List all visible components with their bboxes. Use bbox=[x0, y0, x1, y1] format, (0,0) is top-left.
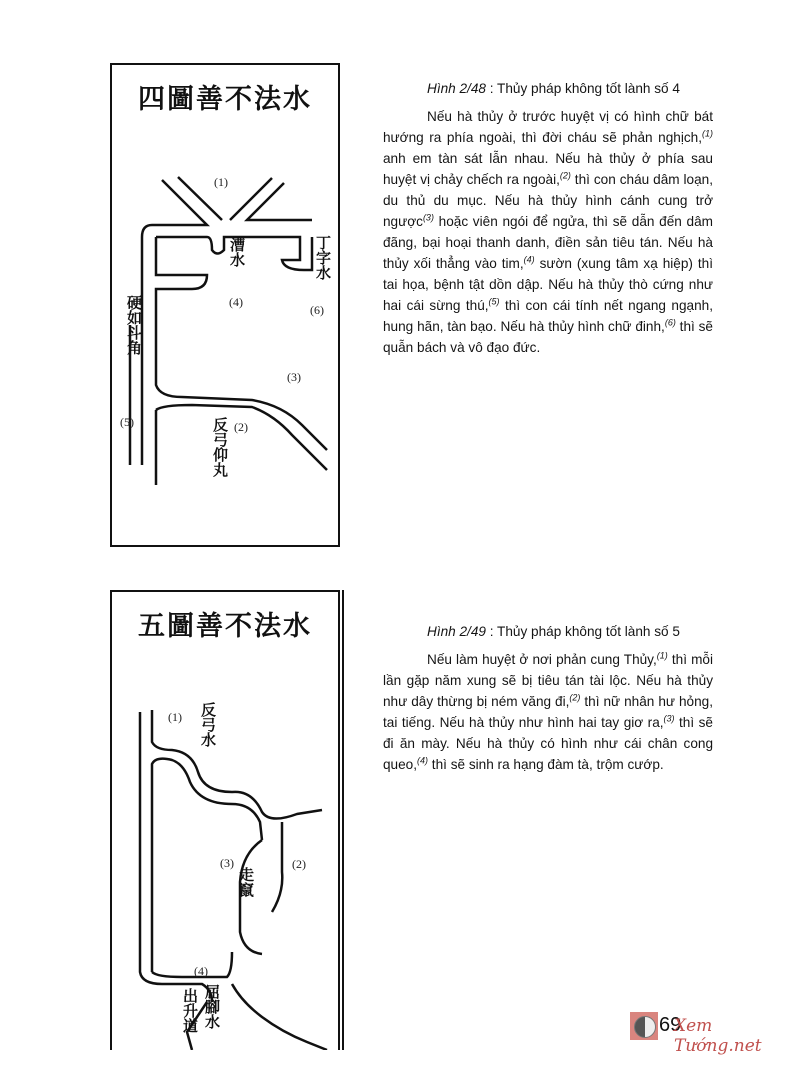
label-num-1: (1) bbox=[214, 175, 228, 189]
yin-yang-icon bbox=[634, 1016, 656, 1038]
paragraph bbox=[383, 649, 713, 775]
label-right-vertical: 丁字水 bbox=[314, 235, 332, 280]
footnote-marker: (1) bbox=[656, 650, 668, 661]
paragraph bbox=[383, 106, 713, 358]
paragraph-text: thì nữ nhân hư hỏng, tai tiếng. Nếu hà thủy như hình hai tay giơ ra, bbox=[383, 694, 713, 730]
figure-2-48 bbox=[110, 63, 340, 547]
paragraph-text: thì mỗi lần gặp năm xung sẽ bị tiêu tán tài lộc. Nếu hà thủy như dây thừng bị ném văng đi, bbox=[383, 652, 713, 709]
footer bbox=[630, 1012, 790, 1056]
figure-title: 四圖善不法水 bbox=[138, 84, 312, 115]
footnote-marker: (5) bbox=[488, 296, 500, 307]
paragraph-text: thì sẽ đi ăn mày. Nếu hà thủy có hình như cái chân cong queo, bbox=[383, 715, 713, 772]
label-num-5: (5) bbox=[120, 415, 134, 429]
figure-caption bbox=[383, 78, 713, 99]
figure-title: 五圖善不法水 bbox=[138, 611, 312, 642]
label-num-2: (2) bbox=[292, 857, 306, 871]
paragraph-text: sườn (xung tâm xạ hiệp) thì tai họa, bệnh tật dồn dập. Nếu hà thủy thò cứng như hai cái sừng thú, bbox=[383, 256, 713, 313]
caption-figure-number: Hình 2/48 bbox=[427, 81, 486, 96]
label-num-1: (1) bbox=[168, 710, 182, 724]
site-watermark[interactable]: Xem Tướng.net bbox=[674, 1016, 762, 1056]
label-num-4: (4) bbox=[229, 295, 243, 309]
figure-caption bbox=[383, 621, 713, 642]
label-num-3: (3) bbox=[287, 370, 301, 384]
logo-badge bbox=[630, 1012, 658, 1040]
caption-text: : Thủy pháp không tốt lành số 4 bbox=[485, 81, 680, 96]
label-center: 漕水 bbox=[228, 237, 246, 267]
footnote-marker: (2) bbox=[569, 692, 581, 703]
label-bottom-vertical: 反弓仰丸 bbox=[211, 417, 229, 477]
caption-figure-number: Hình 2/49 bbox=[427, 624, 486, 639]
paragraph-text: thì con cái tính nết ngang ngạnh, hung hãn, tàn bạo. Nếu hà thủy hình chữ đinh, bbox=[383, 298, 714, 334]
footnote-marker: (3) bbox=[422, 212, 434, 223]
paragraph-text: hoặc viên ngói để ngửa, thì sẽ dẫn đến dâm đãng, bại hoại thanh danh, điền sản tiêu tán. Nếu hà thủy xối thẳng vào tim, bbox=[383, 214, 713, 271]
footnote-marker: (3) bbox=[663, 713, 675, 724]
label-num-4: (4) bbox=[194, 964, 208, 978]
water-diagram-2 bbox=[112, 592, 338, 1050]
footnote-marker: (1) bbox=[702, 128, 713, 139]
footnote-marker: (6) bbox=[664, 317, 676, 328]
footnote-marker: (4) bbox=[417, 755, 429, 766]
section-2-48 bbox=[383, 78, 713, 358]
section-2-49 bbox=[383, 621, 713, 775]
label-bottom-vertical: 屈腳水 bbox=[203, 984, 221, 1029]
paragraph-text: Nếu làm huyệt ở nơi phản cung Thủy, bbox=[427, 652, 657, 667]
label-bottom-vertical-2: 出升道 bbox=[181, 988, 199, 1033]
paragraph-text: Nếu hà thủy ở trước huyệt vị có hình chữ bát hướng ra phía ngoài, thì đời cháu sẽ phản nghịch, bbox=[383, 109, 713, 145]
label-left-vertical: 硬如斗角 bbox=[125, 295, 143, 355]
caption-text: : Thủy pháp không tốt lành số 5 bbox=[485, 624, 680, 639]
label-top-vertical: 反弓水 bbox=[199, 702, 217, 747]
page-number: 69 bbox=[659, 1014, 682, 1036]
paragraph-text: thì sẽ quẫn bách và vô đạo đức. bbox=[383, 319, 713, 355]
paragraph-text: anh em tàn sát lẫn nhau. Nếu hà thủy ở phía sau huyệt vị chảy chếch ra ngoài, bbox=[383, 151, 713, 187]
figure-2-49 bbox=[110, 590, 340, 1050]
label-num-6: (6) bbox=[310, 303, 324, 317]
paragraph-text: thì con cháu dâm loạn, du thủ du mục. Nếu hà thủy hình cánh cung trở ngược bbox=[383, 172, 713, 229]
label-mid-vertical: 走竄 bbox=[237, 867, 255, 897]
footnote-marker: (2) bbox=[559, 170, 571, 181]
label-num-2: (2) bbox=[234, 420, 248, 434]
paragraph-text: thì sẽ sinh ra hạng đàm tà, trộm cướp. bbox=[428, 757, 664, 772]
footnote-marker: (4) bbox=[523, 254, 535, 265]
label-num-3: (3) bbox=[220, 856, 234, 870]
frame-line bbox=[342, 590, 344, 1050]
